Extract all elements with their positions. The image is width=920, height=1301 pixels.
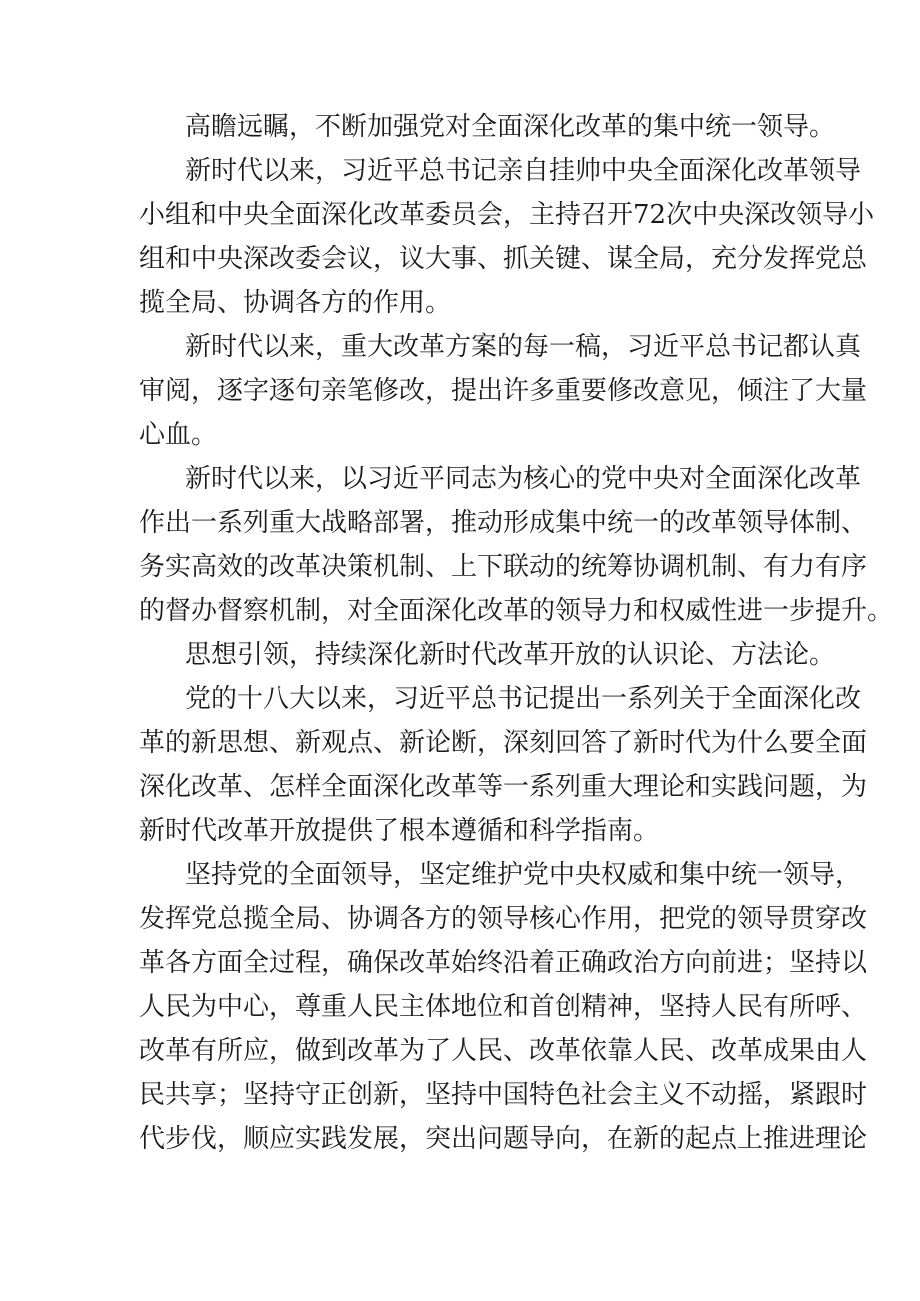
paragraph (139, 633, 836, 677)
text-line: 坚持党的全面领导，坚定维护党中央权威和集中统一领导， (185, 860, 862, 890)
text-line: 新时代改革开放提供了根本遵循和科学指南。 (139, 816, 660, 846)
document-body (139, 105, 894, 1161)
text-line: 揽全局、协调各方的作用。 (139, 288, 452, 318)
text-line: 审阅，逐字逐句亲笔修改，提出许多重要修改意见，倾注了大量 (139, 376, 868, 406)
text-line: 党的十八大以来，习近平总书记提出一系列关于全面深化改 (185, 684, 862, 714)
text-line: 新时代以来，重大改革方案的每一稿，习近平总书记都认真 (185, 332, 862, 362)
paragraph (139, 149, 875, 325)
text-line: 小组和中央全面深化改革委员会，主持召开72次中央深改领导小 (139, 200, 875, 230)
text-line: 组和中央深改委会议，议大事、抓关键、谋全局，充分发挥党总 (139, 244, 868, 274)
text-line: 发挥党总揽全局、协调各方的领导核心作用，把党的领导贯穿改 (139, 904, 868, 934)
text-line: 民共享；坚持守正创新，坚持中国特色社会主义不动摇，紧跟时 (139, 1080, 868, 1110)
text-line: 革的新思想、新观点、新论断，深刻回答了新时代为什么要全面 (139, 728, 868, 758)
text-line: 的督办督察机制，对全面深化改革的领导力和权威性进一步提升。 (139, 596, 894, 626)
text-line: 务实高效的改革决策机制、上下联动的统筹协调机制、有力有序 (139, 552, 868, 582)
paragraph (139, 105, 836, 149)
text-line: 改革有所应，做到改革为了人民、改革依靠人民、改革成果由人 (139, 1036, 868, 1066)
text-line: 新时代以来，习近平总书记亲自挂帅中央全面深化改革领导 (185, 156, 862, 186)
text-line: 思想引领，持续深化新时代改革开放的认识论、方法论。 (185, 640, 836, 670)
paragraph (139, 853, 868, 1161)
paragraph (139, 677, 868, 853)
paragraph (139, 457, 894, 633)
text-line: 心血。 (139, 420, 218, 450)
text-line: 代步伐，顺应实践发展，突出问题导向，在新的起点上推进理论 (139, 1124, 868, 1154)
text-line: 深化改革、怎样全面深化改革等一系列重大理论和实践问题，为 (139, 772, 868, 802)
text-line: 人民为中心，尊重人民主体地位和首创精神，坚持人民有所呼、 (139, 992, 868, 1022)
text-line: 新时代以来，以习近平同志为核心的党中央对全面深化改革 (185, 464, 862, 494)
text-line: 作出一系列重大战略部署，推动形成集中统一的改革领导体制、 (139, 508, 868, 538)
text-line: 高瞻远瞩，不断加强党对全面深化改革的集中统一领导。 (185, 112, 836, 142)
paragraph (139, 325, 868, 457)
text-line: 革各方面全过程，确保改革始终沿着正确政治方向前进；坚持以 (139, 948, 868, 978)
